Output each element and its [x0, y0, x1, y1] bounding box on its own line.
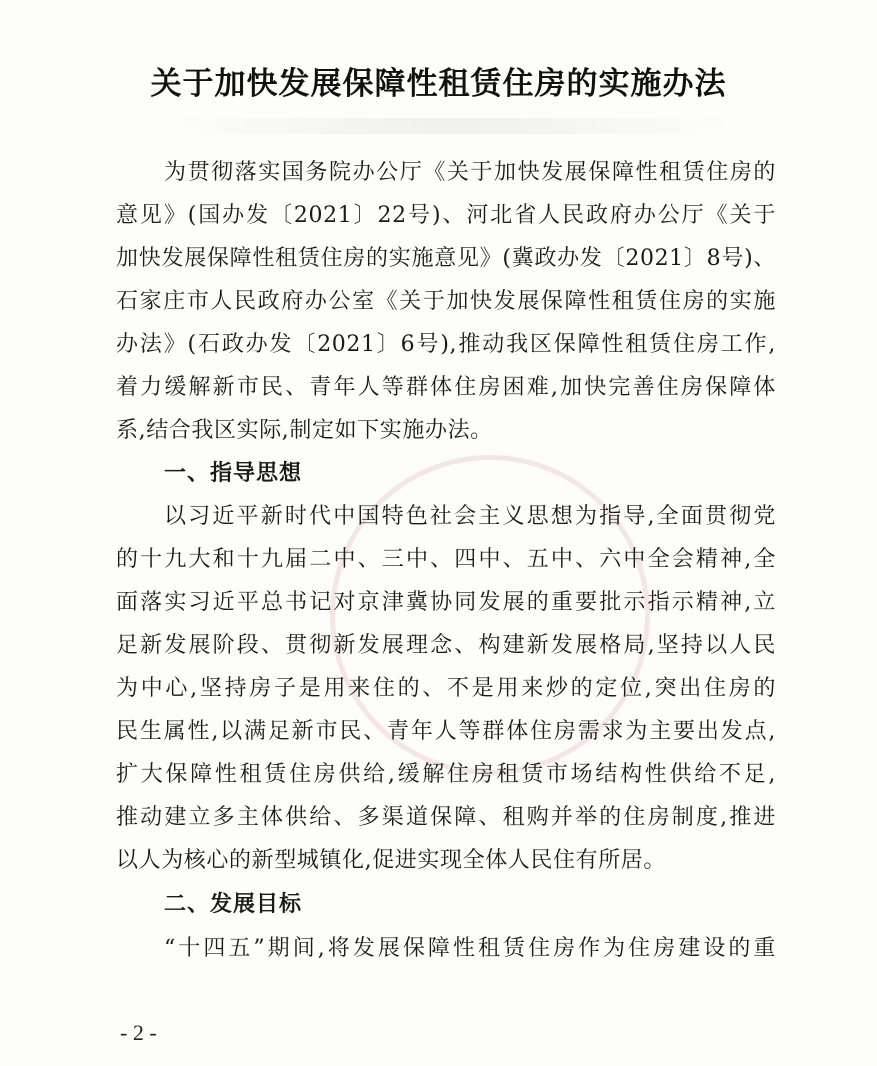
page-title: 关于加快发展保障性租赁住房的实施办法: [150, 66, 727, 102]
intro-line-1: 为贯彻落实国务院办公厅《关于加快发展保障性租赁住房的: [164, 160, 776, 185]
intro-line-7: 系,结合我区实际,制定如下实施办法。: [116, 418, 493, 443]
section1-line-7: 扩大保障性租赁住房供给,缓解住房租赁市场结构性供给不足,: [116, 762, 776, 787]
section1-line-9: 以人为核心的新型城镇化,促进实现全体人民住有所居。: [116, 848, 666, 873]
intro-line-4: 石家庄市人民政府办公室《关于加快发展保障性租赁住房的实施: [116, 289, 776, 314]
section2-line-1: “十四五”期间,将发展保障性租赁住房作为住房建设的重: [164, 936, 776, 961]
bleed-through-shadow: [170, 118, 730, 134]
section1-line-8: 推动建立多主体供给、多渠道保障、租购并举的住房制度,推进: [116, 805, 776, 830]
section-heading-guiding-ideology: 一、指导思想: [164, 461, 303, 486]
section1-line-4: 足新发展阶段、贯彻新发展理念、构建新发展格局,坚持以人民: [116, 633, 776, 658]
intro-line-2: 意见》(国办发〔2021〕22号)、河北省人民政府办公厅《关于: [116, 203, 776, 228]
page-number: - 2 -: [120, 1020, 157, 1045]
intro-line-6: 着力缓解新市民、青年人等群体住房困难,加快完善住房保障体: [116, 375, 776, 400]
section1-line-3: 面落实习近平总书记对京津冀协同发展的重要批示指示精神,立: [116, 590, 776, 615]
intro-line-5: 办法》(石政办发〔2021〕6号),推动我区保障性租赁住房工作,: [116, 332, 776, 357]
section1-line-2: 的十九大和十九届二中、三中、四中、五中、六中全会精神,全: [116, 547, 776, 572]
section1-line-5: 为中心,坚持房子是用来住的、不是用来炒的定位,突出住房的: [116, 676, 776, 701]
intro-line-3: 加快发展保障性租赁住房的实施意见》(冀政办发〔2021〕8号)、: [116, 246, 776, 271]
section-heading-development-goals: 二、发展目标: [164, 892, 303, 917]
section1-line-1: 以习近平新时代中国特色社会主义思想为指导,全面贯彻党: [164, 504, 776, 529]
section1-line-6: 民生属性,以满足新市民、青年人等群体住房需求为主要出发点,: [116, 719, 776, 744]
